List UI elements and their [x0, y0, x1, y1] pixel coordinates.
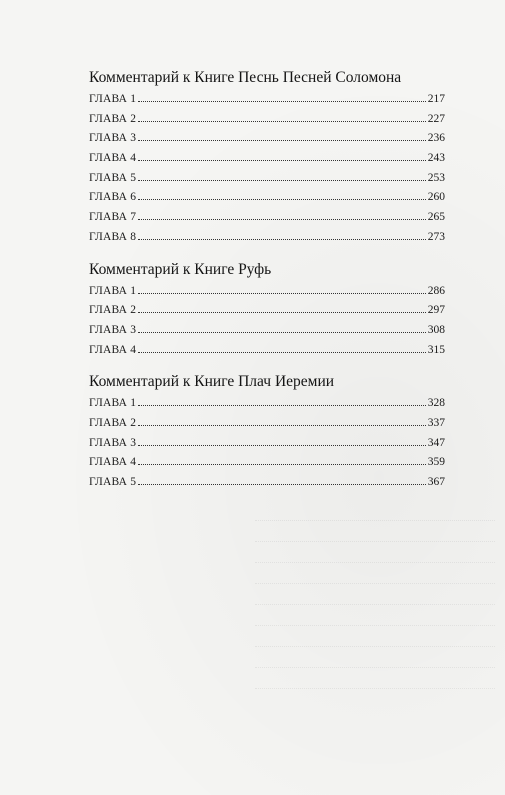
chapter-label: ГЛАВА 2 [89, 304, 137, 317]
leader-dots [138, 351, 426, 353]
page-number: 253 [427, 171, 445, 184]
chapter-label: ГЛАВА 5 [89, 171, 137, 184]
leader-dots [138, 424, 426, 426]
toc-entry[interactable] [89, 414, 445, 434]
chapter-label: ГЛАВА 3 [89, 436, 137, 449]
chapter-label: ГЛАВА 1 [89, 93, 137, 105]
toc-section-ruth [89, 260, 445, 361]
toc-entry[interactable] [89, 321, 445, 341]
chapter-label: ГЛАВА 4 [89, 343, 137, 356]
page-number: 367 [427, 476, 445, 488]
leader-dots [138, 483, 426, 485]
leader-dots [138, 159, 426, 161]
toc-entry[interactable] [89, 434, 445, 454]
leader-dots [138, 444, 426, 446]
chapter-label: ГЛАВА 4 [89, 152, 137, 165]
leader-dots [138, 311, 426, 313]
page-number: 243 [427, 152, 445, 165]
chapter-label: ГЛАВА 8 [89, 230, 137, 243]
toc-entry[interactable] [89, 228, 445, 248]
page-number: 273 [427, 230, 445, 243]
chapter-label: ГЛАВА 3 [89, 132, 137, 145]
toc-section-lamentations [89, 372, 445, 492]
chapter-label: ГЛАВА 1 [89, 397, 137, 410]
toc-entry[interactable] [89, 169, 445, 189]
page-number: 308 [427, 323, 445, 336]
toc-entry[interactable] [89, 188, 445, 208]
page-number: 359 [427, 456, 445, 469]
toc-entry[interactable] [89, 149, 445, 169]
leader-dots [138, 120, 426, 122]
chapter-label: ГЛАВА 4 [89, 456, 137, 469]
page-number: 328 [427, 397, 445, 410]
page-number: 315 [427, 343, 445, 356]
toc-entry[interactable] [89, 282, 445, 302]
table-of-contents [89, 68, 445, 505]
leader-dots [138, 238, 426, 240]
chapter-label: ГЛАВА 6 [89, 191, 137, 204]
chapter-label: ГЛАВА 2 [89, 416, 137, 429]
leader-dots [138, 292, 426, 294]
leader-dots [138, 100, 426, 102]
section-title: Комментарий к Книге Песнь Песней Соломона [89, 69, 402, 86]
chapter-label: ГЛАВА 3 [89, 323, 137, 336]
chapter-label: ГЛАВА 5 [89, 476, 137, 488]
chapter-label: ГЛАВА 2 [89, 112, 137, 125]
toc-entry[interactable] [89, 453, 445, 473]
leader-dots [138, 331, 426, 333]
leader-dots [138, 198, 426, 200]
page-number: 337 [427, 416, 445, 429]
section-title: Комментарий к Книге Плач Иеремии [89, 373, 335, 391]
chapter-label: ГЛАВА 1 [89, 284, 137, 297]
toc-entry[interactable] [89, 473, 445, 493]
bleed-through-reverse-side [255, 500, 495, 689]
page-number: 347 [427, 436, 445, 449]
page-number: 217 [427, 93, 445, 105]
page-number: 265 [427, 211, 445, 224]
toc-entry[interactable] [89, 129, 445, 149]
page-number: 236 [427, 132, 445, 145]
toc-entry[interactable] [89, 110, 445, 130]
leader-dots [138, 218, 426, 220]
page-number: 227 [427, 112, 445, 125]
toc-entry[interactable] [89, 301, 445, 321]
toc-entry[interactable] [89, 90, 445, 110]
toc-entry[interactable] [89, 394, 445, 414]
section-title: Комментарий к Книге Руфь [89, 260, 272, 278]
toc-entry[interactable] [89, 208, 445, 228]
toc-section-song-of-songs [89, 68, 445, 248]
leader-dots [138, 139, 426, 141]
toc-entry[interactable] [89, 341, 445, 361]
chapter-label: ГЛАВА 7 [89, 211, 137, 224]
page-number: 297 [427, 304, 445, 317]
leader-dots [138, 463, 426, 465]
page-number: 286 [427, 284, 445, 297]
leader-dots [138, 179, 426, 181]
page-number: 260 [427, 191, 445, 204]
leader-dots [138, 404, 426, 406]
